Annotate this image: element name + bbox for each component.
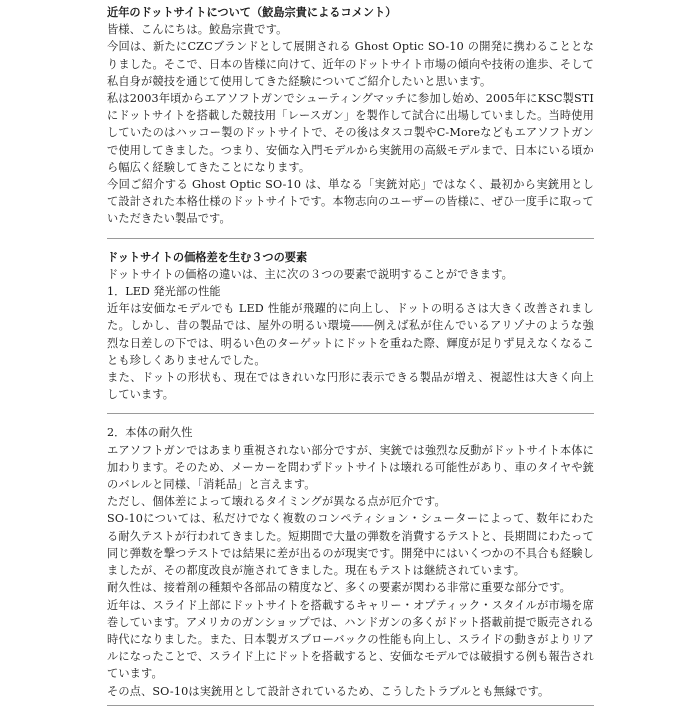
section-divider <box>107 413 594 414</box>
section-divider <box>107 238 594 239</box>
section-heading: 近年のドットサイトについて（鮫島宗貴によるコメント） <box>107 6 397 19</box>
recoil-paragraph: エアソフトガンではあまり重視されない部分ですが、実銃では強烈な反動がドットサイト本体に加わります。そのため、メーカーを問わずドットサイトは壊れる可能性があり、車のタイヤや銃のバレルと同様、「消耗品」と言えます。 <box>107 443 594 492</box>
section-price-factors <box>107 249 594 404</box>
dot-shape-paragraph: また、ドットの形状も、現在ではきれいな円形に表示できる製品が増え、視認性は大きく向上しています。 <box>107 371 594 402</box>
document-body <box>107 4 594 706</box>
product-paragraph: 今回ご紹介する Ghost Optic SO-10 は、単なる「実銃対応」ではなく、最初から実銃用として設計された本格仕様のドットサイトです。本物志向のユーザーの皆様に、ぜひ一度手に取っていただきたい製品です。 <box>107 178 594 226</box>
section-ghost-optic-intro <box>107 4 594 228</box>
experience-paragraph: 私は2003年頃からエアソフトガンでシューティングマッチに参加し始め、2005年にKSC製STIにドットサイトを搭載した競技用「レースガン」を製作して試合に出場していました。当時使用していたのはハッコー製のドットサイトで、その後はタスコ製やC-Moreなどもエアソフトガンで使用してきました。つまり、安価な入門モデルから実銃用の高級モデルまで、日本にいる頃から幅広く経験してきたことになります。 <box>107 92 594 174</box>
conclusion-paragraph: その点、SO-10は実銃用として設計されているため、こうしたトラブルとも無縁です。 <box>107 684 550 698</box>
greeting-paragraph: 皆様、こんにちは。鮫島宗貴です。 <box>107 23 288 37</box>
carry-optics-paragraph: 近年は、スライド上部にドットサイトを搭載するキャリー・オプティック・スタイルが市場を席巻しています。アメリカのガンショップでは、ハンドガンの多くがドット搭載前提で販売される時代になりました。また、日本製ガスブローバックの性能も向上し、スライドの動きがよりリアルになったことで、スライド上にドットを搭載すると、安価なモデルでは破損する例も報告されています。 <box>107 598 594 681</box>
factors-intro-paragraph: ドットサイトの価格の違いは、主に次の３つの要素で説明することができます。 <box>107 267 514 281</box>
durability-subheading: 2．本体の耐久性 <box>107 426 193 440</box>
led-performance-subheading: 1．LED 発光部の性能 <box>107 285 221 299</box>
factors-paragraph: 耐久性は、接着剤の種類や各部品の精度など、多くの要素が関わる非常に重要な部分です。 <box>107 581 571 595</box>
led-paragraph: 近年は安価なモデルでも LED 性能が飛躍的に向上し、ドットの明るさは大きく改善されました。しかし、昔の製品では、屋外の明るい環境――例えば私が住んでいるアリゾナのような強烈な日差しの下では、明るい色のターゲットにドットを重ねた際、輝度が足りず見えなくなることも珍しくありませんでした。 <box>107 302 594 367</box>
section-heading: ドットサイトの価格差を生む３つの要素 <box>107 250 308 264</box>
variance-paragraph: ただし、個体差によって壊れるタイミングが異なる点が厄介です。 <box>107 495 446 509</box>
intro-paragraph: 今回は、新たにCZCブランドとして展開される Ghost Optic SO-10 の開発に携わることとなりました。そこで、日本の皆様に向けて、近年のドットサイト市場の傾向や技術の進歩、そして私自身が競技を通じて使用してきた経験についてご紹介したいと思います。 <box>107 40 594 88</box>
testing-paragraph: SO-10については、私だけでなく複数のコンペティション・シューターによって、数年にわたる耐久テストが行われてきました。短期間で大量の弾数を消費するテストと、長期間にわたって同じ弾数を撃つテストでは結果に差が出るのが現実です。開発中にはいくつかの不具合も経験しましたが、その都度改良が施されてきました。現在もテストは継続されています。 <box>107 512 594 578</box>
section-durability <box>107 424 594 699</box>
